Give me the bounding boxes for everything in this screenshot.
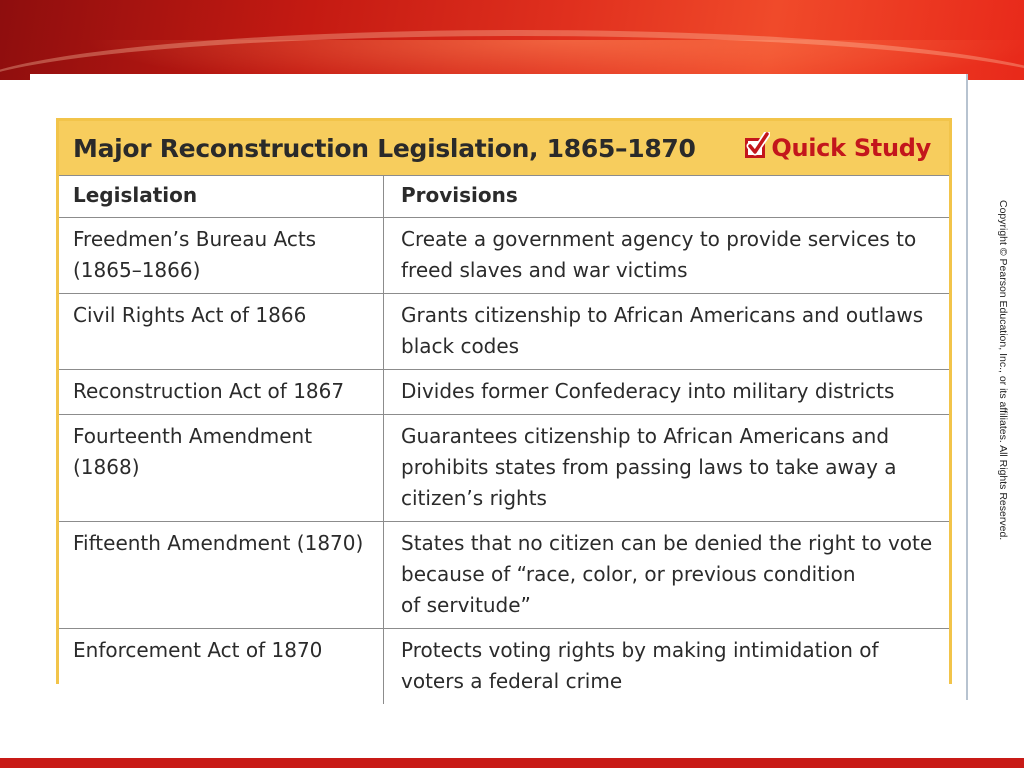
cell-line: because of “race, color, or previous condition (401, 562, 856, 586)
cell-line: Divides former Confederacy into military districts (401, 379, 895, 403)
legislation-cell (59, 415, 384, 522)
cell-line: Enforcement Act of 1870 (73, 638, 323, 662)
quick-study-chart (56, 118, 952, 693)
header-legislation: Legislation (59, 176, 384, 218)
panel-edge (966, 74, 968, 700)
copyright-notice (995, 200, 1009, 580)
cell-line: States that no citizen can be denied the right to vote (401, 531, 933, 555)
cell-line: Guarantees citizenship to African Americans and (401, 424, 890, 448)
table-row (59, 218, 949, 294)
provisions-cell (384, 370, 950, 415)
cell-line: Create a government agency to provide services to (401, 227, 917, 251)
cell-line: (1865–1866) (73, 258, 201, 282)
cell-line: of servitude” (401, 593, 531, 617)
cell-line: Fourteenth Amendment (73, 424, 313, 448)
table-row (59, 294, 949, 370)
cell-line: voters a federal crime (401, 669, 623, 693)
legislation-cell (59, 629, 384, 705)
cell-line: (1868) (73, 455, 140, 479)
chart-header (59, 121, 949, 175)
legislation-cell (59, 370, 384, 415)
cell-line: Protects voting rights by making intimidation of (401, 638, 879, 662)
quick-study-label: Quick Study (771, 134, 931, 162)
provisions-cell (384, 522, 950, 629)
provisions-cell (384, 294, 950, 370)
table-row (59, 629, 949, 705)
provisions-cell (384, 629, 950, 705)
legislation-cell (59, 294, 384, 370)
bottom-bar (0, 758, 1024, 768)
provisions-cell (384, 415, 950, 522)
copyright-text: Copyright © Pearson Education, Inc., or its affiliates. All Rights Reserved. (997, 200, 1009, 541)
chart-title: Major Reconstruction Legislation, 1865–1870 (73, 133, 696, 163)
checkbox-check-icon (745, 138, 765, 158)
cell-line: prohibits states from passing laws to take away a (401, 455, 897, 479)
cell-line: black codes (401, 334, 520, 358)
cell-line: Fifteenth Amendment (1870) (73, 531, 364, 555)
legislation-cell (59, 218, 384, 294)
cell-line: freed slaves and war victims (401, 258, 688, 282)
table-row (59, 370, 949, 415)
cell-line: Grants citizenship to African Americans and outlaws (401, 303, 924, 327)
legislation-cell (59, 522, 384, 629)
quick-study-badge (745, 134, 931, 162)
cell-line: Freedmen’s Bureau Acts (73, 227, 317, 251)
legislation-table (59, 175, 949, 704)
table-header-row (59, 176, 949, 218)
top-banner (0, 0, 1024, 80)
table-row (59, 415, 949, 522)
cell-line: Civil Rights Act of 1866 (73, 303, 307, 327)
header-provisions: Provisions (384, 176, 950, 218)
provisions-cell (384, 218, 950, 294)
cell-line: Reconstruction Act of 1867 (73, 379, 345, 403)
cell-line: citizen’s rights (401, 486, 547, 510)
table-row (59, 522, 949, 629)
